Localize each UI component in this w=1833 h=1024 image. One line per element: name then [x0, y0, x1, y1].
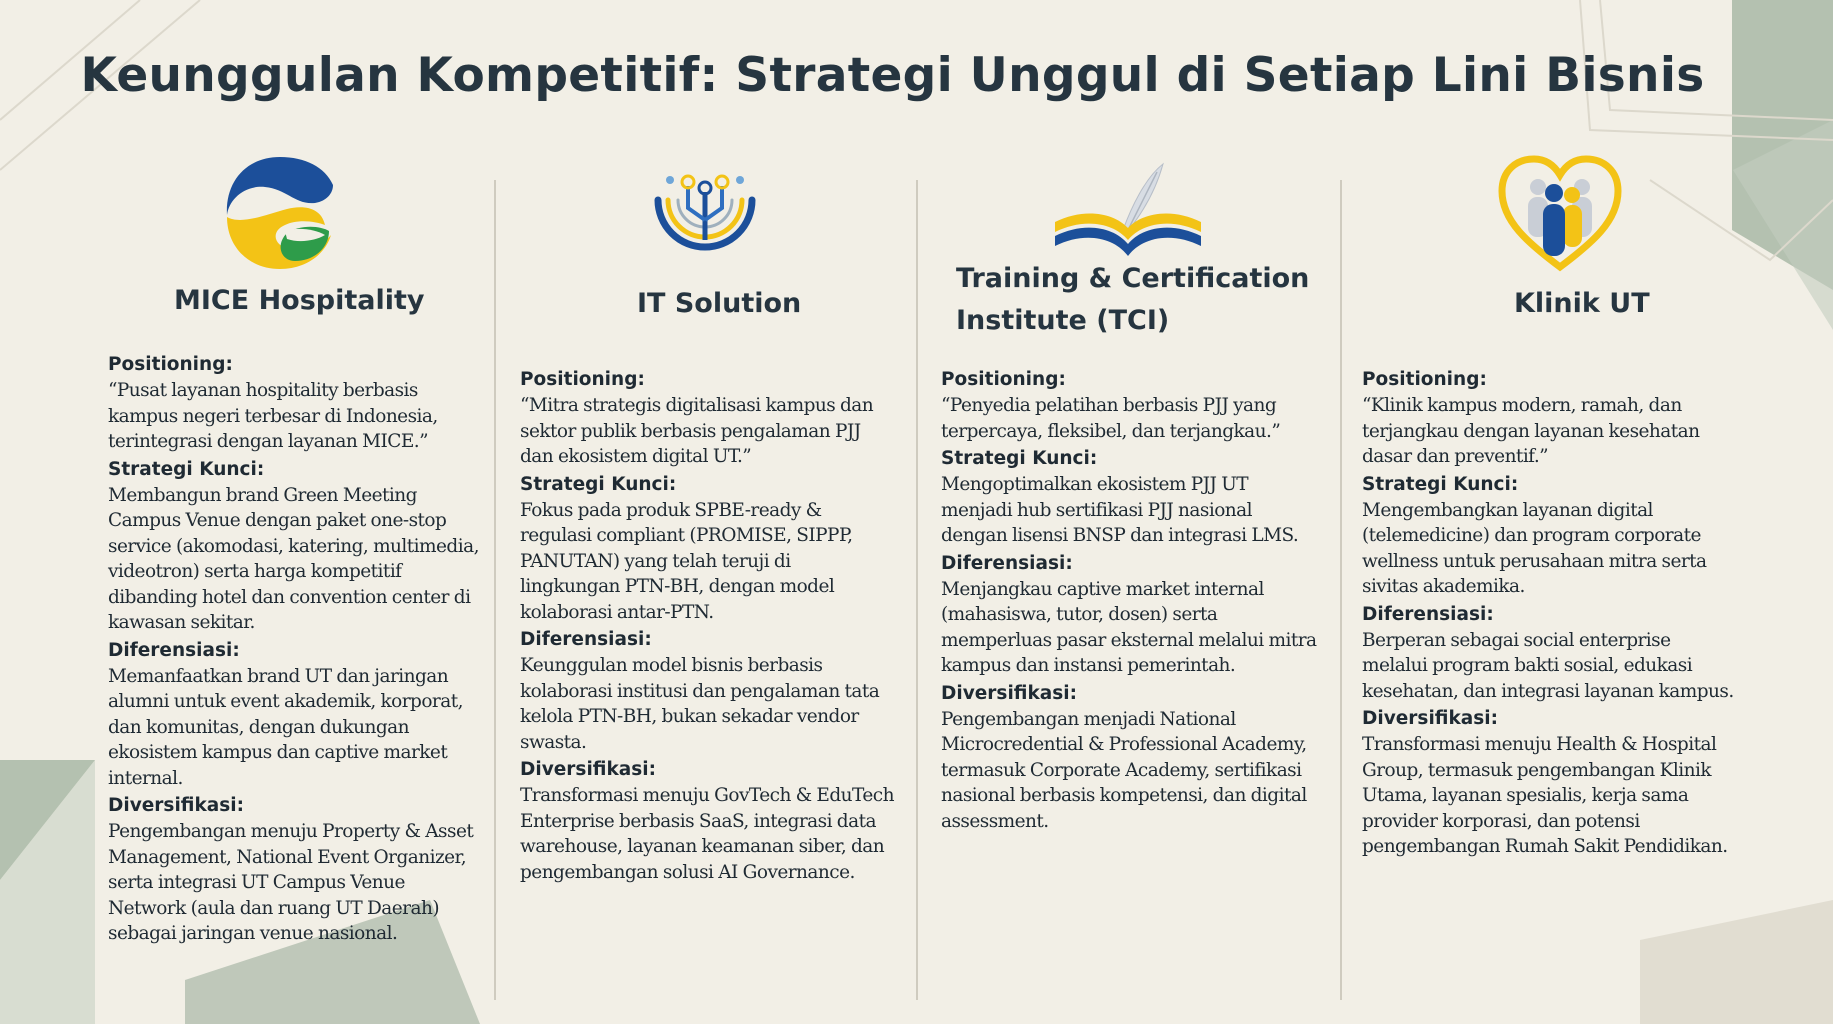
section-text: Transformasi menuju GovTech & EduTech Enterprise berbasis SaaS, integrasi data warehouse, layanan keamanan siber, dan pengembangan solusi AI Governance.	[520, 785, 894, 883]
column-title: MICE Hospitality	[174, 285, 425, 316]
column-title: IT Solution	[637, 288, 802, 319]
section-heading: Positioning:	[520, 369, 645, 390]
column-title: Klinik UT	[1514, 288, 1650, 319]
column-divider	[1340, 180, 1342, 1000]
open-book-quill-logo-icon	[1053, 160, 1203, 260]
section-heading: Diversifikasi:	[1362, 708, 1499, 729]
section-text: Pengembangan menuju Property & Asset Management, National Event Organizer, serta integrasi UT Campus Venue Network (aula dan ruang UT Daerah) sebagai jaringan venue nasional.	[108, 821, 474, 944]
section-text: “Klinik kampus modern, ramah, dan terjangkau dengan layanan kesehatan dasar dan preventif.”	[1362, 395, 1700, 467]
section-heading: Positioning:	[941, 369, 1066, 390]
section-text: Transformasi menuju Health & Hospital Group, termasuk pengembangan Klinik Utama, layanan spesialis, kerja sama provider korporasi, dan potensi pengembangan Rumah Sakit Pendidikan.	[1362, 734, 1728, 857]
section-heading: Diversifikasi:	[520, 759, 657, 780]
section-heading: Positioning:	[108, 354, 233, 375]
section-text: Berperan sebagai social enterprise melalui program bakti sosial, edukasi kesehatan, dan integrasi layanan kampus.	[1362, 629, 1734, 702]
section-heading: Strategi Kunci:	[1362, 473, 1519, 495]
section-text: Mengoptimalkan ekosistem PJJ UT menjadi hub sertifikasi PJJ nasional dengan lisensi BNSP dan integrasi LMS.	[941, 474, 1299, 546]
section-heading: Strategi Kunci:	[520, 473, 677, 495]
section-text: Menjangkau captive market internal (mahasiswa, tutor, dosen) serta memperluas pasar eksternal melalui mitra kampus dan instansi pemerintah.	[941, 578, 1317, 676]
section-heading: Strategi Kunci:	[941, 448, 1098, 469]
section-heading: Strategi Kunci:	[108, 458, 265, 480]
column-body	[941, 365, 1319, 834]
section-text: Fokus pada produk SPBE-ready & regulasi compliant (PROMISE, SIPPP, PANUTAN) yang telah teruji di lingkungan PTN-BH, dengan model kolaborasi antar-PTN.	[520, 499, 853, 623]
page-title: Keunggulan Kompetitif: Strategi Unggul di Setiap Lini Bisnis	[80, 48, 1705, 103]
section-heading: Diferensiasi:	[1362, 603, 1494, 625]
section-heading: Diferensiasi:	[941, 552, 1073, 574]
section-text: Pengembangan menjadi National Microcredential & Professional Academy, termasuk Corporate Academy, sertifikasi nasional berbasis kompetensi, dan digital assessment.	[941, 708, 1307, 832]
column-divider	[494, 180, 496, 1000]
heart-family-logo-icon	[1498, 155, 1622, 273]
section-text: Keunggulan model bisnis berbasis kolaborasi institusi dan pengalaman tata kelola PTN-BH, bukan sekadar vendor swasta.	[520, 655, 880, 753]
section-heading: Diversifikasi:	[941, 682, 1078, 704]
circuit-tree-logo-icon	[650, 170, 760, 260]
column-divider	[916, 180, 918, 1000]
column-title: Training & Certification Institute (TCI)	[956, 263, 1310, 336]
section-text: “Pusat layanan hospitality berbasis kampus negeri terbesar di Indonesia, terintegrasi dengan layanan MICE.”	[108, 380, 438, 452]
section-heading: Diferensiasi:	[520, 629, 652, 650]
section-text: Memanfaatkan brand UT dan jaringan alumni untuk event akademik, korporat, dan komunitas, dengan dukungan ekosistem kampus dan captive market internal.	[108, 665, 463, 789]
section-heading: Diferensiasi:	[108, 639, 240, 661]
section-heading: Diversifikasi:	[108, 795, 245, 816]
column-body	[108, 350, 483, 947]
section-text: Membangun brand Green Meeting Campus Venue dengan paket one-stop service (akomodasi, katering, multimedia, videotron) serta harga kompetitif dibanding hotel dan convention center di kawasan sekitar.	[108, 484, 479, 633]
section-text: “Penyedia pelatihan berbasis PJJ yang terpercaya, fleksibel, dan terjangkau.”	[941, 395, 1281, 442]
swirl-e-logo-icon	[225, 155, 335, 270]
column-body	[1362, 365, 1740, 860]
section-heading: Positioning:	[1362, 369, 1487, 390]
section-text: Mengembangkan layanan digital (telemedicine) dan program corporate wellness untuk perusahaan mitra serta sivitas akademika.	[1362, 499, 1707, 597]
section-text: “Mitra strategis digitalisasi kampus dan sektor publik berbasis pengalaman PJJ dan ekosistem digital UT.”	[520, 395, 874, 467]
column-body	[520, 365, 895, 885]
